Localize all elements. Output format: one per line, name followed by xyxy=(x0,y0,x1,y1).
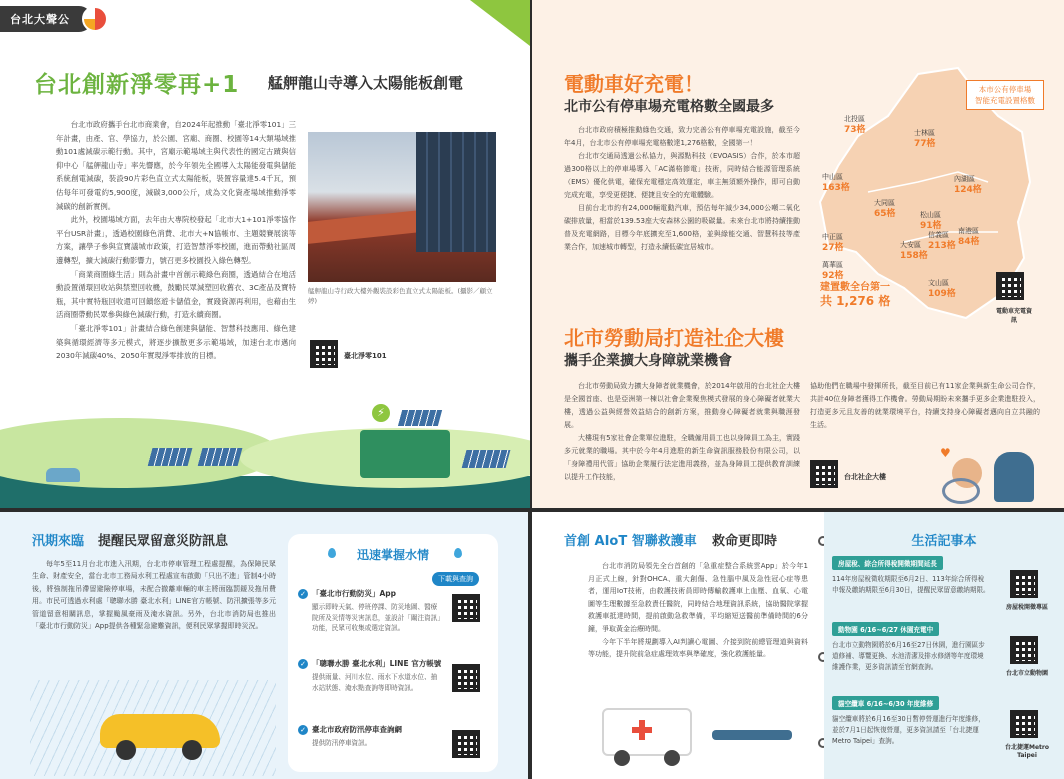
wheelchair-icon xyxy=(942,478,980,504)
district-value: 77格 xyxy=(914,139,936,149)
solar-panel-icon xyxy=(198,448,243,466)
heart-icon: ♥ xyxy=(940,446,951,460)
qr-code[interactable] xyxy=(310,340,338,368)
district-label xyxy=(928,278,956,300)
paragraph: 此外，校園場域方面，去年由大專院校發起「北市大1+101淨零協作平台USR計畫」，透過校園綠色消費、北市大+N協帳市、主題競賽展演等方案，讓學子參與宣寶議城市政策，打造智慧淨零校園，進而帶動社區周邊轉型，擴大減碳行動影響力，號召更多校園投入綠色轉型。 xyxy=(56,215,296,265)
life-notes xyxy=(824,512,1064,779)
district-name: 大安區 xyxy=(900,241,921,249)
flood-item-desc: 顯示即時天氣、停班停課、防災地圖、醫療院所及災情等災害訊息，並設計「關注資訊」功能，民眾可收集或選定資訊。 xyxy=(312,603,441,632)
district-label xyxy=(822,172,850,194)
district-label xyxy=(958,226,980,248)
solar-panels-photo xyxy=(416,132,496,252)
district-value: 92格 xyxy=(822,271,844,281)
district-name: 北投區 xyxy=(844,115,865,123)
ev-title: 電動車好充電！ xyxy=(564,72,704,96)
life-item-body: 114年房屋稅徵收期限至6月2日、113年綜合所得稅申報及繳納期限至6月30日，提醒民眾留意繳納期限。 xyxy=(832,575,990,594)
flood-article xyxy=(32,558,276,678)
water-drop-icon xyxy=(328,548,336,558)
paragraph: 「商業商圈綠生活」則為計畫中首創示範綠色商圈，透過結合在地活動設置循環回收站與禁塑回收機，鼓勵民眾減塑回收舊衣、3C產品及寶特瓶，其中實特瓶回收還可回饋悠遊卡儲值金，實踐資源再利用，也藉由生活商圈帶動民眾參與綠色減碳行動，打造永續商圈。 xyxy=(56,269,296,320)
paragraph: 台北市政府攜手台北市商業會，自2024年起推動「臺北淨零101」三年計畫，由產、官、學協力，於公園、宮廟、商圈、校園等14大類場域推動101處減碳示範行動。其中，宮廟示範場域主與代表性的國定古蹟與信仰中心「艋舺龍山寺」率先響應，於今年領先全國導入太陽能發電與儲能系統創電減碳，裝設90片彩色直立式太陽能板，裝置容量達5.4千瓦，預估每年可發電約5,900度，減碳3,000公斤，成為文化資產場域推動淨零減碳的創新實例。 xyxy=(56,120,296,211)
flood-title: 汛期來臨 xyxy=(32,534,85,549)
check-icon: ✓ xyxy=(298,589,308,599)
life-item-body: 貓空纜車將於6月16至30日暫停營運進行年度維修，並於7月1日起恢復營運，更多資訊請至「台北捷運 Metro Taipei」查詢。 xyxy=(832,715,985,745)
life-item-head: 貓空纜車 6/16~6/30 年度維修 xyxy=(832,696,939,710)
district-value: 213格 xyxy=(928,241,956,251)
aiot-title: 首創 AIoT 智聯救護車 xyxy=(564,534,697,549)
flood-subtitle: 提醒民眾留意災防訊息 xyxy=(98,534,229,549)
water-drop-icon xyxy=(454,548,462,558)
stretcher-figure xyxy=(712,730,792,740)
district-name: 中正區 xyxy=(822,233,843,241)
qr-label: 電動車充電資訊 xyxy=(995,308,1032,324)
paragraph: 今年下半年將規劃導入AI判讀心電圖、介接到院前總管理道與資料等功能，提升院前急症處理效率與準確度，強化救護能量。 xyxy=(588,637,808,659)
qr-code[interactable] xyxy=(452,664,480,692)
green-corner xyxy=(470,0,530,46)
flood-item-desc: 提供防汛停車資訊。 xyxy=(312,739,372,747)
qr-label: 臺北淨零101 xyxy=(344,352,387,360)
wheel-icon xyxy=(664,750,680,766)
district-value: 124格 xyxy=(954,185,982,195)
taipei-district-map xyxy=(808,62,1044,324)
red-cross-icon xyxy=(632,720,652,740)
paragraph: 台北市政府積極推動綠色交通，致力完善公有停車場充電設施，截至今年4月，台北市公有停車場充電格數達1,276格數，全國第一！ xyxy=(564,126,800,147)
check-icon: ✓ xyxy=(298,659,308,669)
qr-code[interactable] xyxy=(810,460,838,488)
life-item-body: 台北市立動物園將於6月16至27日休園，進行園區步道修補、導覽更換、水池清潔及排水修繕等年度環境維護作業，更多資訊請至官網查詢。 xyxy=(832,641,985,671)
district-name: 松山區 xyxy=(920,211,941,219)
qr-label: 房屋稅開徵專區 xyxy=(1005,604,1048,611)
qr-label: 台北捷運Metro Taipei xyxy=(1005,744,1049,759)
district-label xyxy=(928,230,956,252)
district-name: 士林區 xyxy=(914,129,935,137)
water-info-box xyxy=(288,534,498,772)
paragraph: 目前台北市約有24,000輛電動汽車，預估每年減少34,000公噸二氧化碳排放量，相當於139.53座大安森林公園的吸碳量。未來台北市將持續推動普及充電網路，目標今年底擴充至1,600格，並與綠能交通、智慧科技等產業合作，加速城市轉型，打造永續低碳宜居城市。 xyxy=(564,204,800,251)
district-name: 南港區 xyxy=(958,227,979,235)
ambulance-illustration xyxy=(602,700,802,770)
paragraph: 台北市勞動局致力擴大身障者就業機會，於2014年啟用的台北社企大樓是全國首座、也是亞洲第一棟以社會企業聚焦模式發展的身心障礙者就業大樓，透過公益與經營效益結合的創新方案，推動身心障礙者就業與職涯發展。 xyxy=(564,382,800,429)
solar-panel-icon xyxy=(148,448,193,466)
flood-item-title: 「臺北市行動防災」App xyxy=(312,589,397,598)
district-name: 大同區 xyxy=(874,199,895,207)
wheelchair-illustration xyxy=(932,440,1042,506)
paragraph: 大樓現有5家社會企業單位進駐，全職僱用員工也以身障員工為主，實踐多元就業的職場。其中於今年4月進駐的新生命資訊服務股份有限公司，以「身障禮用代管」協助企業履行法定進用義務，並為身障員工提供教育訓練以提升工作技能， xyxy=(564,434,800,481)
check-icon: ✓ xyxy=(298,725,308,735)
box-title: 迅速掌握水情 xyxy=(356,548,429,562)
life-title: 生活記事本 xyxy=(911,534,977,549)
ev-labor-panel xyxy=(532,0,1064,508)
download-badge: 下載與查詢 xyxy=(432,572,479,586)
wheel-icon xyxy=(182,740,202,760)
district-value: 27格 xyxy=(822,243,844,253)
qr-code[interactable] xyxy=(1010,570,1038,598)
section-tag-label: 台北大聲公 xyxy=(10,13,70,26)
district-label xyxy=(900,240,928,262)
city-illustration xyxy=(0,390,530,508)
life-item-head: 動物園 6/16~6/27 休園充電中 xyxy=(832,622,939,636)
district-value: 91格 xyxy=(920,221,942,231)
district-name: 內湖區 xyxy=(954,175,975,183)
flood-item-desc: 提供雨量、河川水位、雨水下水道水位、抽水站狀態、淹水點查詢等即時資訊。 xyxy=(312,673,438,692)
total-value: 共 1,276 格 xyxy=(820,294,891,308)
district-label xyxy=(822,232,844,254)
solar-panel-icon xyxy=(398,410,442,426)
district-label xyxy=(874,198,896,220)
page-subtitle: 艋舺龍山寺導入太陽能板創電 xyxy=(268,74,464,92)
ev-bolt-icon: ⚡ xyxy=(372,404,390,422)
paragraph: 協助他們在職場中發揮所長，截至目前已有11家企業與新生命公司合作，共計40位身障者獲得工作機會。勞動局期盼未來攜手更多企業進駐投入，打造更多元且友善的就業環境平台，持續支持身心障礙者邁向自立共融的生活。 xyxy=(810,382,1040,429)
tag-logo-icon xyxy=(82,6,108,32)
district-value: 73格 xyxy=(844,125,866,135)
paragraph: 台北市消防局領先全台首創的「急重症整合系統雲App」於今年1月正式上線，針對OHCA、重大創傷、急性腦中風及急性冠心症等患者，運用IoT技術，由救護技術員即時傳輸救護車上血壓、血氧、心電圖等生理數據至急救責任醫院，同時結合地理資訊系統，協助醫院掌握救護車抵達時間，提前啟動急救準備，平均縮短送醫前準備時間的6分鐘，爭取黃金治療時間。 xyxy=(588,562,808,633)
map-note: 本市公有停車場 智能充電設置格數 xyxy=(966,80,1044,110)
district-label xyxy=(914,128,936,150)
qr-label: 台北市立動物園 xyxy=(1005,670,1048,677)
district-label xyxy=(844,114,866,136)
district-value: 158格 xyxy=(900,251,928,261)
article-col-1 xyxy=(56,118,296,390)
wheel-icon xyxy=(116,740,136,760)
solar-panel-icon xyxy=(462,450,511,468)
paragraph: 每年5至11月台北市進入汛期，台北市停車管理工程處提醒，為保障民眾生命、財產安全，當台北市工務局水利工程處宣布啟動「只出不進」管制4小時後，將強制拖吊滯留避險停車場，未配合撤離車輛的車主將面臨罰鍰及拖吊費用。市民可透過水利處「聰聯水勝 臺北水利」LINE官方帳號、防汛擴張等多元管道留意相關訊息，掌握颱風豪雨及淹水資訊。另外，台北市消防局也推出「臺北市行動防災」App提供各種緊急避難資訊，便利民眾掌握即時災況。 xyxy=(32,560,276,631)
district-label xyxy=(920,210,942,232)
qr-code[interactable] xyxy=(452,730,480,758)
district-value: 163格 xyxy=(822,183,850,193)
qr-code[interactable] xyxy=(1010,636,1038,664)
paragraph: 「臺北淨零101」計畫結合綠色創建與儲能、智慧科技應用、綠色建築與循環經濟等多元模式，將逐步擴散更多示範場域，加速台北市邁向2030年減碳40%、2050年實現淨零排放的目標。 xyxy=(56,323,296,361)
district-value: 65格 xyxy=(874,209,896,219)
rain-illustration xyxy=(30,680,276,776)
district-value: 84格 xyxy=(958,237,980,247)
life-item-head: 房屋稅、綜合所得稅開徵期間延長 xyxy=(832,556,943,570)
car-icon xyxy=(46,468,80,482)
total-label: 建置數全台第一 xyxy=(820,282,890,293)
district-name: 萬華區 xyxy=(822,261,843,269)
labor-title: 北市勞動局打造社企大樓 xyxy=(564,326,784,350)
flood-panel xyxy=(0,512,528,779)
charging-station-icon xyxy=(360,430,450,478)
qr-code[interactable] xyxy=(452,594,480,622)
aiot-life-panel xyxy=(532,512,1064,779)
qr-label: 台北社企大樓 xyxy=(844,473,886,481)
photo-caption: 艋舺龍山寺行政大樓外觀裝設彩色直立式太陽能板。(攝影／顧立婷) xyxy=(308,287,493,305)
flood-item-title: 臺北市政府防汛停車查詢網 xyxy=(312,725,402,734)
district-label xyxy=(954,174,982,196)
aiot-subtitle: 救命更即時 xyxy=(712,534,778,549)
district-name: 信義區 xyxy=(928,231,949,239)
labor-col-2 xyxy=(810,380,1040,440)
district-name: 文山區 xyxy=(928,279,949,287)
temple-photo xyxy=(308,132,496,282)
page-title: 台北創新淨零再+1 xyxy=(34,72,240,98)
ev-article xyxy=(564,124,800,312)
net-zero-panel xyxy=(0,0,530,508)
qr-code[interactable] xyxy=(996,272,1024,300)
aiot-article xyxy=(588,560,808,700)
labor-col-1 xyxy=(564,380,800,500)
district-value: 109格 xyxy=(928,289,956,299)
ev-subtitle: 北市公有停車場充電格數全國最多 xyxy=(564,99,774,115)
labor-subtitle: 攜手企業擴大身障就業機會 xyxy=(564,353,732,369)
person-figure xyxy=(994,452,1034,502)
flood-item-title: 「聰聯水勝 臺北水利」LINE 官方帳號 xyxy=(312,659,442,668)
paragraph: 台北市交通局透過公私協力，與源點科技（EVOASIS）合作，於本市超過300格以上的停車場導入「AC滿格節電」技術，同時結合能源管理系統（EMS）優化供電，確保充電穩定高效運定，車主無須額外操作，即可自動完成充電，享受更便捷、便捷且安全的充電體驗。 xyxy=(564,152,800,199)
qr-code[interactable] xyxy=(1010,710,1038,738)
wheel-icon xyxy=(614,750,630,766)
district-name: 中山區 xyxy=(822,173,843,181)
